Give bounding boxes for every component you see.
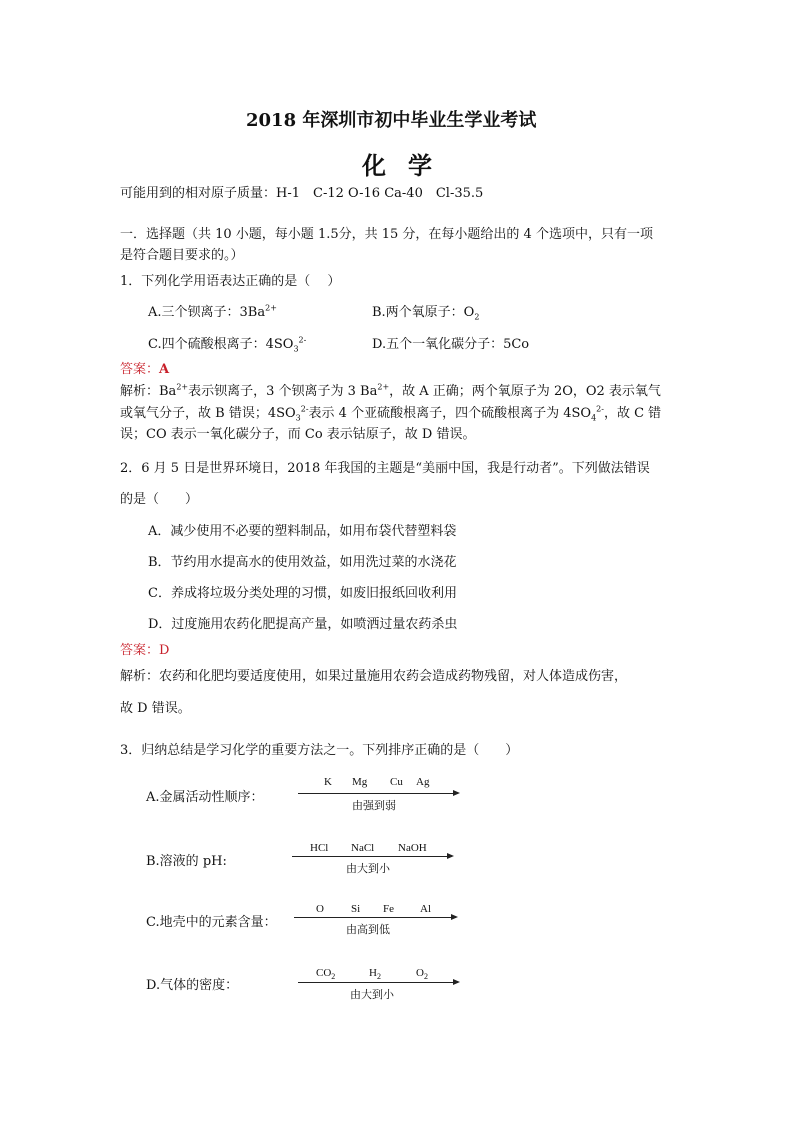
q2-stem-line1: 2．6 月 5 日是世界环境日，2018 年我国的主题是“美丽中国，我是行动者”。下列做法错误 (120, 461, 650, 476)
q2-stem-line2: 的是（ ） (120, 492, 199, 507)
q3-d-item-1 (316, 967, 336, 982)
q3-a-item-2: Mg (352, 776, 368, 788)
q1-option-c (148, 333, 306, 352)
q3-option-c-label: C.地壳中的元素含量： (146, 915, 277, 930)
q1-answer (120, 358, 169, 377)
q1-exp1-part-c: ，故 A 正确；两个氧原子为 2O，O2 表示氧气 (389, 384, 661, 399)
q1-explanation-line2 (120, 402, 661, 421)
q1-exp1-charge2: 2+ (377, 382, 390, 392)
q3-b-item-2: NaCl (351, 842, 375, 854)
q1-exp2-subscript2: 4 (591, 413, 597, 423)
q3-d-item-2-sub: 2 (376, 972, 381, 982)
q1-exp2-charge: 2- (300, 404, 309, 414)
q1-option-c-text: C.四个硫酸根离子：4SO (148, 337, 294, 352)
q1-option-c-subscript: 3 (293, 344, 299, 354)
q1-explanation-line3: 误；CO 表示一氧化碳分子，而 Co 表示钴原子，故 D 错误。 (120, 427, 476, 442)
q1-option-b (372, 301, 479, 320)
exam-title: 2018 年深圳市初中毕业生学业考试 (246, 110, 537, 131)
q1-option-a-charge: 2+ (265, 303, 277, 313)
q3-a-item-4: Ag (416, 776, 430, 788)
q2-option-a: A．减少使用不必要的塑料制品，如用布袋代替塑料袋 (148, 524, 457, 539)
q3-c-item-3: Fe (383, 903, 394, 915)
q3-c-item-1: O (316, 903, 324, 915)
q3-option-d-items (296, 967, 456, 981)
q2-option-b: B．节约用水提高水的使用效益，如用洗过菜的水浇花 (148, 555, 457, 570)
q2-explanation-line1: 解析：农药和化肥均要适度使用，如果过量施用农药会造成药物残留，对人体造成伤害， (120, 669, 628, 684)
atomic-masses: 可能用到的相对原子质量：H-1 C-12 O-16 Ca-40 Cl-35.5 (120, 186, 484, 201)
q1-exp1-charge: 2+ (176, 382, 189, 392)
q1-option-c-charge: 2- (298, 335, 307, 345)
q1-explanation-line1 (120, 380, 661, 399)
q3-d-item-2 (369, 967, 381, 982)
q2-explanation-line2: 故 D 错误。 (120, 701, 191, 716)
q3-b-item-1: HCl (310, 842, 329, 854)
q3-c-item-2: Si (351, 903, 361, 915)
q3-option-c-items (296, 903, 456, 917)
q3-option-a-note: 由强到弱 (352, 799, 396, 812)
q3-a-item-3: Cu (390, 776, 403, 788)
q3-option-a-label: A.金属活动性顺序： (146, 790, 264, 805)
q1-answer-label: 答案： (120, 362, 160, 377)
q3-stem: 3．归纳总结是学习化学的重要方法之一。下列排序正确的是（ ） (120, 743, 519, 758)
q3-option-b-note: 由大到小 (346, 862, 390, 875)
q3-option-d-arrow (298, 982, 458, 983)
q3-c-item-4: Al (420, 903, 431, 915)
q2-option-c: C．养成将垃圾分类处理的习惯，如废旧报纸回收利用 (148, 586, 457, 601)
q3-option-a-items (300, 776, 460, 790)
q1-option-a (148, 301, 277, 320)
q1-option-d: D.五个一氧化碳分子：5Co (372, 337, 530, 352)
q2-answer: 答案：D (120, 643, 170, 658)
q3-option-b-items (294, 842, 454, 856)
q3-option-b-label: B.溶液的 pH: (146, 854, 227, 869)
q1-exp2-part-a: 或氧气分子，故 B 错误；4SO (120, 406, 296, 421)
q1-stem: 1．下列化学用语表达正确的是（ ） (120, 274, 341, 289)
q3-option-d-note: 由大到小 (350, 988, 394, 1001)
q3-a-item-1: K (324, 776, 332, 788)
q3-option-c-note: 由高到低 (346, 923, 390, 936)
q1-option-a-text: A.三个钡离子：3Ba (148, 305, 266, 320)
subject-title: 化学 (362, 151, 454, 180)
q3-d-item-1-sub: 2 (331, 972, 336, 982)
q3-option-d-label: D.气体的密度： (146, 978, 239, 993)
q3-d-item-3-sub: 2 (423, 972, 428, 982)
q1-exp2-subscript: 3 (295, 413, 301, 423)
q1-exp2-part-c: ，故 C 错 (603, 406, 662, 421)
q2-option-d: D．过度施用农药化肥提高产量，如喷洒过量农药杀虫 (148, 617, 458, 632)
q3-option-c-arrow (294, 917, 456, 918)
section-heading-line1: 一．选择题（共 10 小题，每小题 1.5分，共 15 分，在每小题给出的 4 个选项中，只有一项 (120, 227, 653, 242)
q1-exp1-part-b: 表示钡离子，3 个钡离子为 3 Ba (188, 384, 378, 399)
q3-d-item-1-text: CO (316, 967, 332, 979)
q1-option-b-subscript: 2 (474, 312, 480, 322)
q3-b-item-3: NaOH (398, 842, 427, 854)
q3-d-item-3-text: O (416, 967, 424, 979)
q3-option-a-arrow (298, 793, 458, 794)
q1-exp2-part-b: 表示 4 个亚硫酸根离子，四个硫酸根离子为 4SO (308, 406, 592, 421)
q1-answer-value: A (159, 362, 170, 377)
q3-d-item-2-text: H (369, 967, 377, 979)
q3-option-b-arrow (292, 856, 452, 857)
q1-option-b-text: B.两个氧原子：O (372, 305, 475, 320)
q3-d-item-3 (416, 967, 428, 982)
section-heading-line2: 是符合题目要求的。） (120, 248, 244, 263)
q1-exp2-charge2: 2- (596, 404, 604, 414)
q1-exp1-part-a: 解析：Ba (120, 384, 177, 399)
